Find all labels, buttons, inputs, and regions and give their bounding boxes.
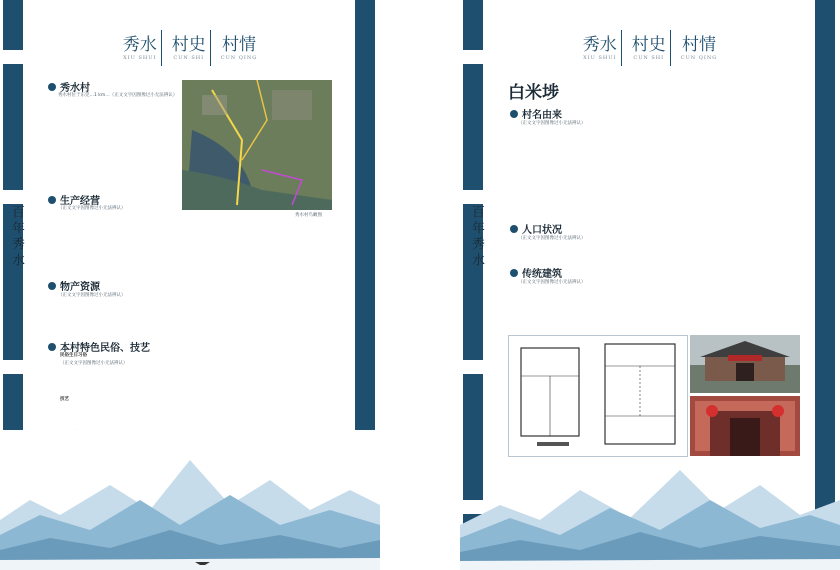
bullet-icon [510,225,518,233]
header-word-3: 村情 CUN QING [220,35,258,61]
bullet-icon [510,269,518,277]
header-word-1: 秀水 XIU SHUI [579,30,622,66]
mountain-landscape [0,430,380,570]
bullet-icon [48,282,56,290]
ancestral-hall-photo [690,335,800,393]
page-header [0,30,380,66]
section-title-customs: 本村特色民俗、技艺 [48,339,150,354]
section-text-production: （正文文字因图像过小无法辨认） [58,206,126,211]
vertical-line-1: 百年秀水 [9,205,24,269]
section-title-production: 生产经营 [48,192,100,207]
header-word-1: 秀水 XIU SHUI [119,30,162,66]
section-title-xiushui: 秀水村 [48,79,90,94]
header-word-3: 村情 CUN QING [680,35,718,61]
section-title-resources: 物产资源 [48,278,100,293]
right-vertical-title [468,205,486,269]
bullet-icon [48,196,56,204]
village-map-image [182,80,332,210]
right-page [460,0,840,570]
village-title: 白米埗 [508,83,559,103]
bullet-icon [510,110,518,118]
bullet-icon [48,343,56,351]
left-vertical-title [8,205,26,269]
mountain-landscape [460,430,840,570]
section-text-xiushui: 秀水村位于东莞…1 km…（正文文字因图像过小无法辨认） [58,93,178,98]
header-word-2: 村史 CUN SHI [168,30,211,66]
bullet-icon [48,83,56,91]
section-text-resources: （正文文字因图像过小无法辨认） [58,293,126,298]
vertical-line-1: 百年秀水 [469,205,484,269]
left-page [0,0,380,570]
section-text-name-origin: （正文文字因图像过小无法辨认） [518,121,586,126]
map-caption: 秀水村鸟瞰图 [295,213,322,218]
subtitle-birthday: 民俗生日习俗 [60,353,87,358]
section-text-architecture: （正文文字因图像过小无法辨认） [518,280,586,285]
subtitle-craft: 技艺 [60,397,69,402]
header-word-2: 村史 CUN SHI [628,30,671,66]
page-header [460,30,840,66]
section-text-population: （正文文字因图像过小无法辨认） [518,236,586,241]
section-title-name-origin: 村名由来 [510,106,562,121]
section-text-customs: （正文文字因图像过小无法辨认） [60,361,128,366]
section-title-architecture: 传统建筑 [510,265,562,280]
section-title-population: 人口状况 [510,221,562,236]
